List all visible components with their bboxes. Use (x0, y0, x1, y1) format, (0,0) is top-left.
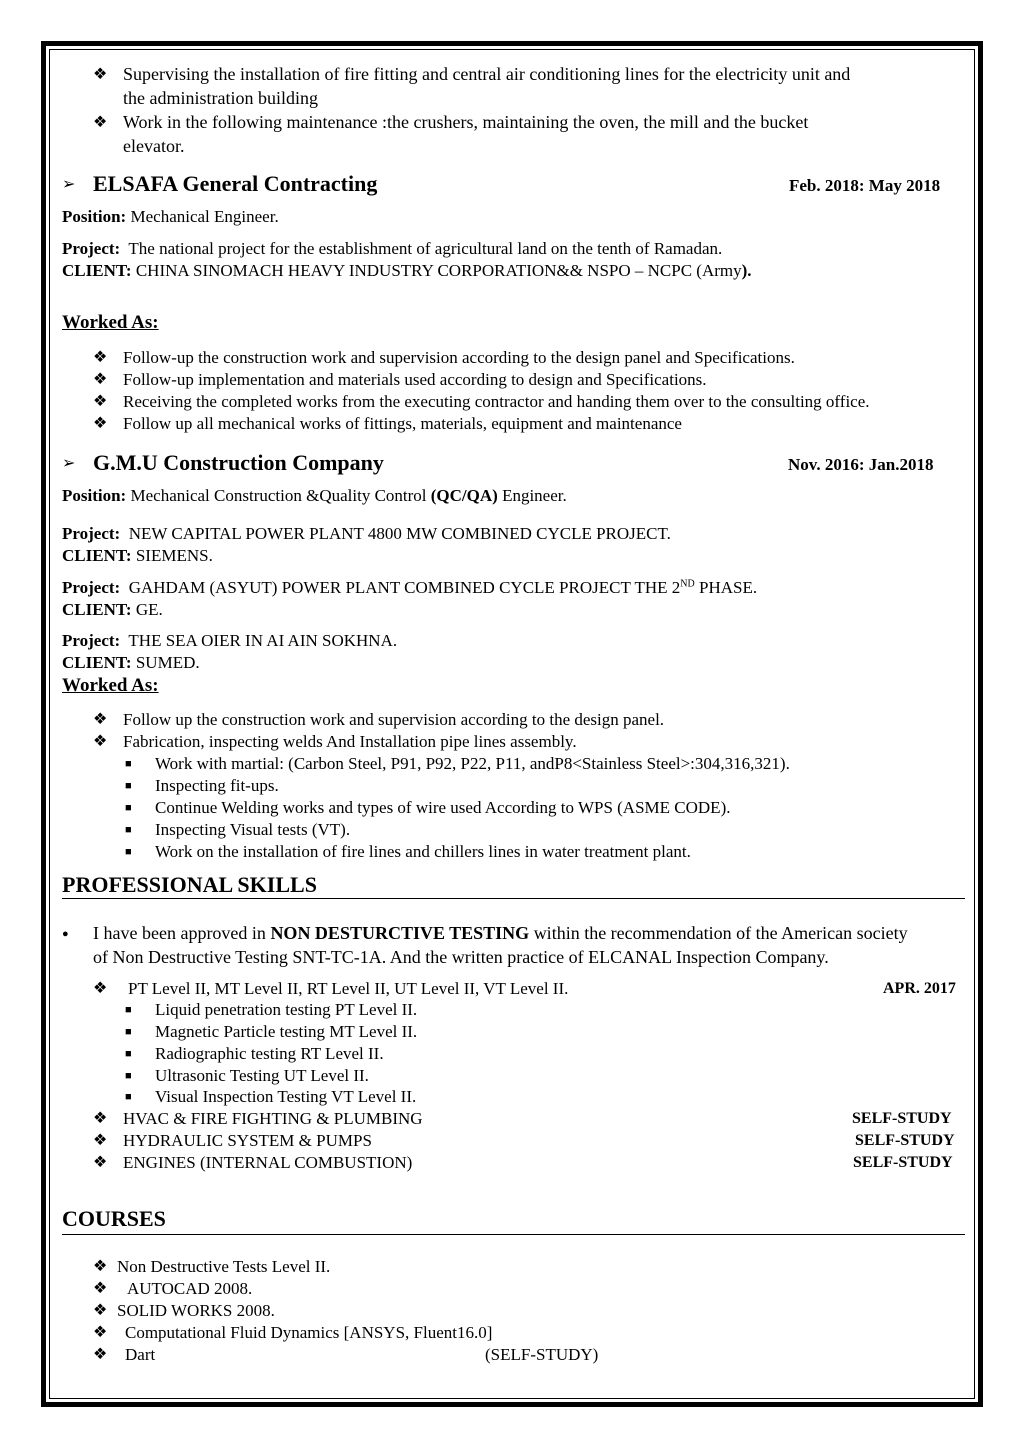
duty-item: Fabrication, inspecting welds And Installation pipe lines assembly. (123, 732, 577, 751)
square-bullet-icon: ■ (125, 802, 132, 814)
course-item: Computational Fluid Dynamics [ANSYS, Fluent16.0] (125, 1323, 493, 1342)
client-label: CLIENT: (62, 261, 132, 280)
bullet-text: the administration building (123, 88, 318, 108)
level-item: Visual Inspection Testing VT Level II. (155, 1087, 417, 1106)
position-line (62, 206, 279, 228)
course-item: Non Destructive Tests Level II. (117, 1257, 331, 1276)
project-label: Project: (62, 524, 121, 543)
level-item: Magnetic Particle testing MT Level II. (155, 1022, 418, 1041)
section-divider (62, 1234, 965, 1235)
project-label: Project: (62, 239, 121, 258)
client-line: CLIENT: GE. (62, 600, 163, 619)
client-label: CLIENT: (62, 600, 132, 619)
diamond-bullet-icon: ❖ (93, 114, 108, 131)
position-value: Mechanical Engineer. (130, 207, 279, 226)
project-label: Project: (62, 631, 121, 650)
project-line (62, 238, 722, 260)
sub-duty-item: Work with martial: (Carbon Steel, P91, P92, P22, P11, andP8<Stainless Steel>:304,316,321). (155, 754, 790, 773)
sub-duty-item: Work on the installation of fire lines and chillers lines in water treatment plant. (155, 842, 691, 861)
square-bullet-icon: ■ (125, 824, 132, 836)
section-heading-courses: COURSES (62, 1206, 166, 1231)
position-line: Position: Mechanical Construction &Quality Control (QC/QA) Engineer. (62, 486, 567, 505)
square-bullet-icon: ■ (125, 846, 132, 858)
company-name: ELSAFA General Contracting (93, 171, 378, 196)
sub-duty-item: Inspecting Visual tests (VT). (155, 820, 351, 839)
project-line: Project: GAHDAM (ASYUT) POWER PLANT COMBINED CYCLE PROJECT THE 2ND PHASE. (62, 578, 758, 597)
diamond-bullet-icon: ❖ (93, 415, 108, 432)
project-label: Project: (62, 578, 121, 597)
position-label: Position: (62, 486, 127, 505)
project-line: Project: NEW CAPITAL POWER PLANT 4800 MW COMBINED CYCLE PROJECT. (62, 524, 671, 543)
course-item: SOLID WORKS 2008. (117, 1301, 275, 1320)
diamond-bullet-icon: ❖ (93, 393, 108, 410)
level-item: Ultrasonic Testing UT Level II. (155, 1066, 369, 1085)
diamond-bullet-icon: ❖ (93, 1302, 108, 1319)
dot-bullet-icon: ● (62, 928, 69, 940)
diamond-bullet-icon: ❖ (93, 711, 108, 728)
square-bullet-icon: ■ (125, 1091, 132, 1103)
self-study-note: (SELF-STUDY) (485, 1345, 599, 1364)
diamond-bullet-icon: ❖ (93, 980, 108, 997)
self-study-item: ENGINES (INTERNAL COMBUSTION) (123, 1153, 413, 1172)
sub-duty-item: Inspecting fit-ups. (155, 776, 279, 795)
diamond-bullet-icon: ❖ (93, 1324, 108, 1341)
employment-dates: Nov. 2016: Jan.2018 (788, 455, 934, 474)
square-bullet-icon: ■ (125, 758, 132, 770)
worked-as-heading: Worked As: (62, 312, 159, 333)
course-item: AUTOCAD 2008. (127, 1279, 253, 1298)
level-item: Radiographic testing RT Level II. (155, 1044, 384, 1063)
ndt-levels: PT Level II, MT Level II, RT Level II, UT Level II, VT Level II. (128, 979, 569, 998)
duty-item: Follow-up implementation and materials used according to design and Specifications. (123, 370, 707, 389)
square-bullet-icon: ■ (125, 1004, 132, 1016)
square-bullet-icon: ■ (125, 780, 132, 792)
diamond-bullet-icon: ❖ (93, 1154, 108, 1171)
diamond-bullet-icon: ❖ (93, 371, 108, 388)
section-heading-skills: PROFESSIONAL SKILLS (62, 872, 317, 897)
diamond-bullet-icon: ❖ (93, 1110, 108, 1127)
client-line: CLIENT: SUMED. (62, 653, 200, 672)
bullet-text: Supervising the installation of fire fitting and central air conditioning lines for the electricity unit and (123, 64, 851, 84)
diamond-bullet-icon: ❖ (93, 349, 108, 366)
sub-duty-item: Continue Welding works and types of wire used According to WPS (ASME CODE). (155, 798, 731, 817)
diamond-bullet-icon: ❖ (93, 1132, 108, 1149)
diamond-bullet-icon: ❖ (93, 1346, 108, 1363)
client-line: CLIENT: SIEMENS. (62, 546, 213, 565)
client-label: CLIENT: (62, 653, 132, 672)
worked-as-heading: Worked As: (62, 675, 159, 696)
level-item: Liquid penetration testing PT Level II. (155, 1000, 418, 1019)
client-line: CLIENT: CHINA SINOMACH HEAVY INDUSTRY CORPORATION&& NSPO – NCPC (Army). (62, 261, 752, 280)
diamond-bullet-icon: ❖ (93, 1258, 108, 1275)
position-label: Position: (62, 207, 127, 226)
arrow-bullet-icon: ➢ (62, 176, 76, 193)
skills-intro: I have been approved in NON DESTURCTIVE TESTING within the recommendation of the American society (93, 923, 908, 943)
duty-item: Receiving the completed works from the executing contractor and handing them over to the consulting office. (123, 392, 870, 411)
client-value: CHINA SINOMACH HEAVY INDUSTRY CORPORATION&& NSPO – NCPC (Army (135, 261, 742, 280)
client-label: CLIENT: (62, 546, 132, 565)
self-study-tag: SELF-STUDY (855, 1132, 955, 1149)
self-study-tag: SELF-STUDY (853, 1154, 953, 1171)
company-name: G.M.U Construction Company (93, 450, 384, 475)
duty-item: Follow up all mechanical works of fittings, materials, equipment and maintenance (123, 414, 682, 433)
self-study-tag: SELF-STUDY (852, 1110, 952, 1127)
diamond-bullet-icon: ❖ (93, 66, 108, 83)
diamond-bullet-icon: ❖ (93, 733, 108, 750)
course-item: Dart (125, 1345, 156, 1364)
certification-date: APR. 2017 (883, 980, 956, 997)
self-study-item: HVAC & FIRE FIGHTING & PLUMBING (123, 1109, 423, 1128)
square-bullet-icon: ■ (125, 1048, 132, 1060)
self-study-item: HYDRAULIC SYSTEM & PUMPS (123, 1131, 372, 1150)
project-line: Project: THE SEA OIER IN AI AIN SOKHNA. (62, 631, 398, 650)
arrow-bullet-icon: ➢ (62, 455, 76, 472)
duty-item: Follow-up the construction work and supervision according to the design panel and Specifications. (123, 348, 795, 367)
bullet-text: elevator. (123, 136, 185, 156)
diamond-bullet-icon: ❖ (93, 1280, 108, 1297)
employment-dates: Feb. 2018: May 2018 (789, 176, 941, 195)
project-value: The national project for the establishment of agricultural land on the tenth of Ramadan. (128, 239, 723, 258)
bullet-text: Work in the following maintenance :the crushers, maintaining the oven, the mill and the bucket (123, 112, 809, 132)
section-divider (62, 898, 965, 899)
square-bullet-icon: ■ (125, 1070, 132, 1082)
square-bullet-icon: ■ (125, 1026, 132, 1038)
duty-item: Follow up the construction work and supervision according to the design panel. (123, 710, 665, 729)
skills-intro-line2: of Non Destructive Testing SNT-TC-1A. And the written practice of ELCANAL Inspection Company. (93, 947, 829, 967)
